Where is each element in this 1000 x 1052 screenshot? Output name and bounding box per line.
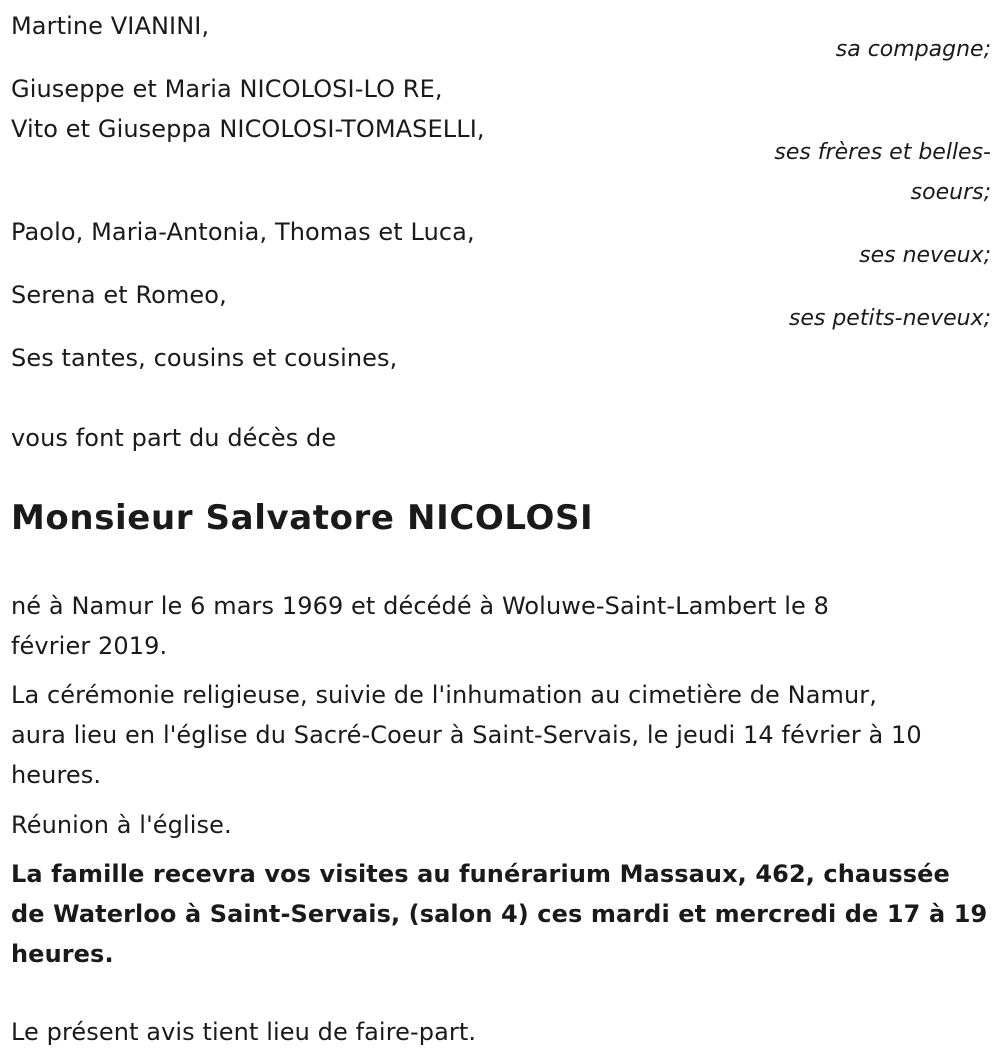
birth-death-line1: né à Namur le 6 mars 1969 et décédé à Woluwe-Saint-Lambert le 8 bbox=[11, 592, 829, 620]
partner-names: Martine VIANINI, bbox=[11, 12, 210, 40]
nephews-names: Paolo, Maria-Antonia, Thomas et Luca, bbox=[11, 218, 475, 246]
announcement-intro: vous font part du décès de bbox=[11, 424, 337, 452]
nephews-relation: ses neveux; bbox=[859, 243, 991, 268]
birth-death-line2: février 2019. bbox=[11, 632, 168, 660]
partner-relation: sa compagne; bbox=[835, 37, 991, 62]
deceased-name: Monsieur Salvatore NICOLOSI bbox=[11, 498, 594, 538]
visits-line3: heures. bbox=[11, 940, 114, 968]
siblings-names-line2: Vito et Giuseppa NICOLOSI-TOMASELLI, bbox=[11, 115, 485, 143]
meeting-note: Réunion à l'église. bbox=[11, 811, 232, 839]
siblings-relation-line2: soeurs; bbox=[910, 180, 991, 205]
ceremony-line1: La cérémonie religieuse, suivie de l'inhumation au cimetière de Namur, bbox=[11, 681, 877, 709]
visits-line1: La famille recevra vos visites au funérarium Massaux, 462, chaussée bbox=[11, 860, 950, 888]
visits-line2: de Waterloo à Saint-Servais, (salon 4) ces mardi et mercredi de 17 à 19 bbox=[11, 900, 988, 928]
ceremony-line3: heures. bbox=[11, 761, 102, 789]
siblings-names-line1: Giuseppe et Maria NICOLOSI-LO RE, bbox=[11, 75, 443, 103]
siblings-relation-line1: ses frères et belles- bbox=[774, 140, 991, 165]
grandnephews-names: Serena et Romeo, bbox=[11, 281, 227, 309]
ceremony-line2: aura lieu en l'église du Sacré-Coeur à Saint-Servais, le jeudi 14 février à 10 bbox=[11, 721, 922, 749]
closing-note: Le présent avis tient lieu de faire-part. bbox=[11, 1018, 477, 1046]
other-relatives: Ses tantes, cousins et cousines, bbox=[11, 344, 398, 372]
grandnephews-relation: ses petits-neveux; bbox=[788, 306, 991, 331]
